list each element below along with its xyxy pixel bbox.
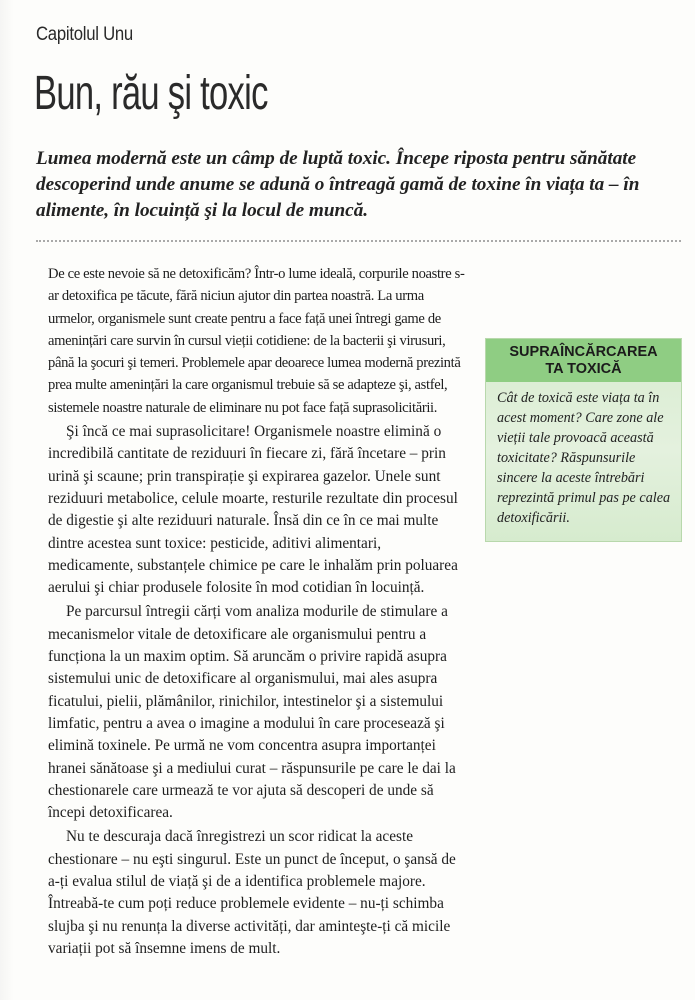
dotted-divider	[36, 240, 681, 242]
body-text	[48, 263, 468, 960]
sidebar-box	[485, 338, 682, 542]
page-edge-shadow	[0, 0, 14, 1000]
sidebar-title-line: TA TOXICĂ	[545, 361, 622, 377]
body-paragraph: Şi încă ce mai suprasolicitare! Organismele noastre elimină o incredibilă cantitate de reziduuri în fiecare zi, fără încetare – prin urină şi scaune; prin transpirație şi expirarea gazelor. Unele sunt reziduuri metabolice, celule moarte, resturile rezultate din procesul de digestie şi alte reziduuri naturale. Însă din ce în ce mai multe dintre acestea sunt toxice: pesticide, aditivi alimentari, medicamente, substanțele chimice pe care le inhalăm prin poluarea aerului şi chiar produsele folosite în mod cotidian în locuință.	[48, 423, 458, 597]
page-title: Bun, rău şi toxic	[34, 67, 268, 120]
body-paragraph: Nu te descuraja dacă înregistrezi un scor ridicat la aceste chestionare – nu eşti singurul. Este un punct de început, o şansă de a-ți evalua stilul de viață şi de a identifica problemele majore. Întreabă-te cum poți reduce problemele evidente – nu-ți schimba slujba şi nu renunța la diverse activități, dar aminteşte-ți că micile variații pot să însemne imens de mult.	[48, 828, 456, 957]
body-paragraph: De ce este nevoie să ne detoxificăm? Într-o lume ideală, corpurile noastre s-ar detoxifica pe tăcute, fără niciun ajutor din partea noastră. La urma urmelor, organismele sunt create pentru a face față unei întregi game de amenințări care survin în cursul vieții cotidiene: de la bacterii şi virusuri, până la şocuri şi temeri. Problemele apar deoarece lumea modernă prezintă prea multe amenințări la care organismul trebuie să se adapteze şi, astfel, sistemele noastre naturale de eliminare nu pot face față suprasolicitării.	[48, 266, 465, 416]
lead-paragraph: Lumea modernă este un câmp de luptă toxic. Începe riposta pentru sănătate descoperind unde anume se adună o întreagă gamă de toxine în viața ta – în alimente, în locuință şi la locul de muncă.	[36, 148, 640, 221]
sidebar-text: Cât de toxică este viața ta în acest moment? Care zone ale vieții tale provoacă această toxicitate? Răspunsurile sincere la aceste întrebări reprezintă primul pas pe calea detoxificării.	[497, 390, 671, 526]
chapter-label: Capitolul Unu	[36, 24, 133, 45]
body-paragraph: Pe parcursul întregii cărți vom analiza modurile de stimulare a mecanismelor vitale de detoxificare ale organismului pentru a funcționa la un maxim optim. Să aruncăm o privire rapidă asupra sistemului unic de detoxificare al organismului, mai ales asupra ficatului, pielii, plămânilor, rinichilor, intestinelor şi a sistemului limfatic, pentru a avea o imagine a modului în care procesează şi elimină toxinele. Pe urmă ne vom concentra asupra importanței hranei sănătoase şi a mediului curat – răspunsurile pe care le dai la chestionarele care urmează te vor ajuta să descoperi de unde să începi detoxificarea.	[48, 603, 456, 822]
sidebar-title	[486, 339, 681, 382]
sidebar-title-line: SUPRAÎNCĂRCAREA	[509, 344, 658, 360]
